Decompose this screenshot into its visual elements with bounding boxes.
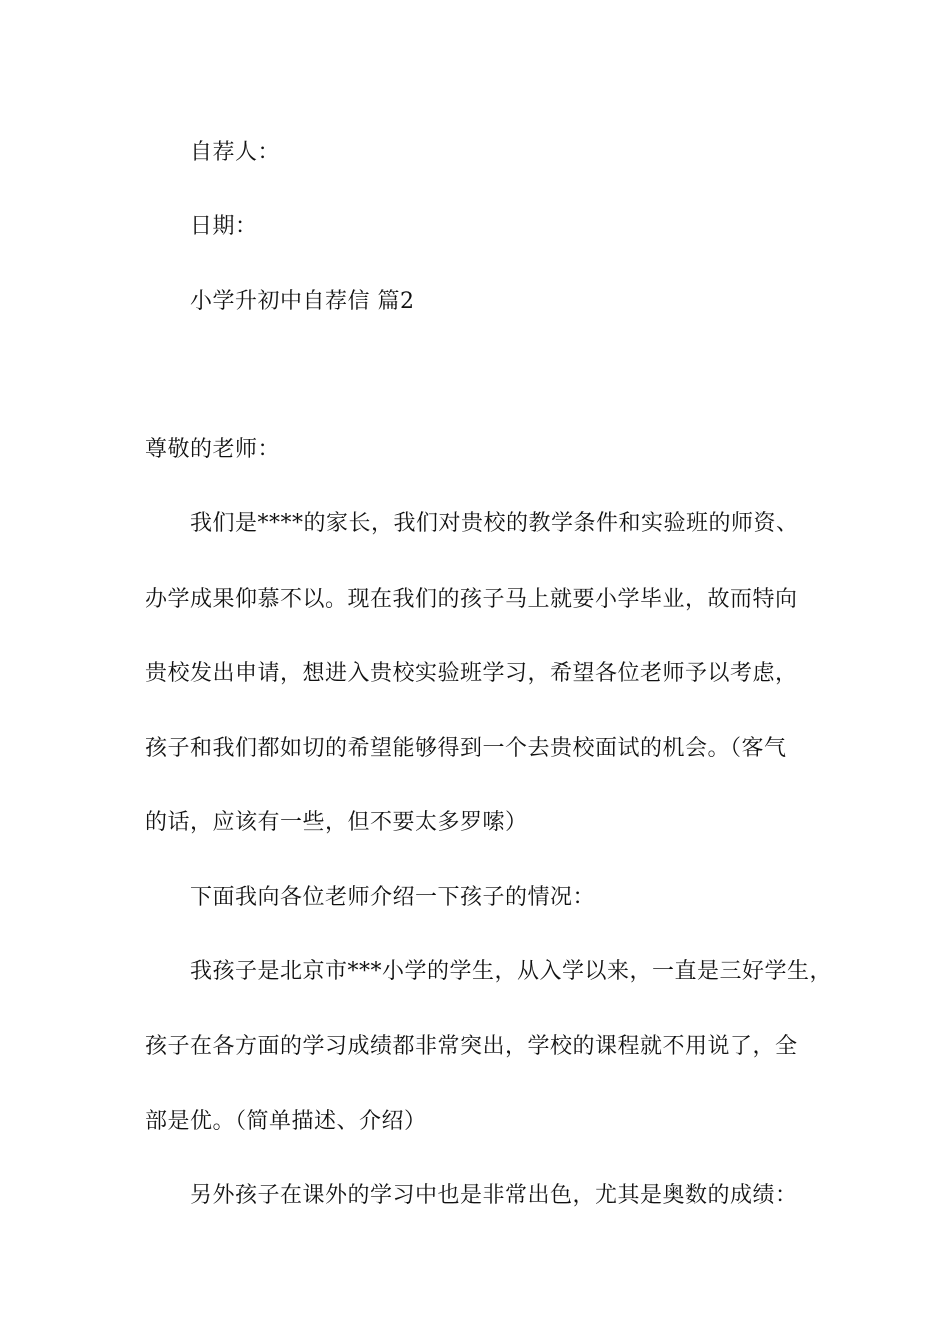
paragraph-line: 另外孩子在课外的学习中也是非常出色，尤其是奥数的成绩： [190,1183,798,1208]
paragraph-line: 贵校发出申请，想进入贵校实验班学习，希望各位老师予以考虑， [145,661,798,686]
paragraph-line: 下面我向各位老师介绍一下孩子的情况： [190,885,596,910]
letter-salutation: 尊敬的老师： [145,437,281,462]
paragraph-line: 孩子和我们都如切的希望能够得到一个去贵校面试的机会。（客气 [145,736,787,761]
paragraph-line: 我孩子是北京市***小学的学生，从入学以来，一直是三好学生， [190,959,833,984]
paragraph-line: 办学成果仰慕不以。现在我们的孩子马上就要小学毕业，故而特向 [145,587,798,612]
recommender-label: 自荐人： [190,140,281,165]
paragraph-line: 我们是****的家长，我们对贵校的教学条件和实验班的师资、 [190,511,799,536]
paragraph-line: 部是优。（简单描述、介绍） [145,1109,427,1134]
date-label: 日期： [190,214,258,239]
paragraph-line: 孩子在各方面的学习成绩都非常突出，学校的课程就不用说了，全 [145,1034,798,1059]
paragraph-line: 的话，应该有一些，但不要太多罗嗦） [145,810,528,835]
section-heading: 小学升初中自荐信 篇2 [190,289,415,314]
